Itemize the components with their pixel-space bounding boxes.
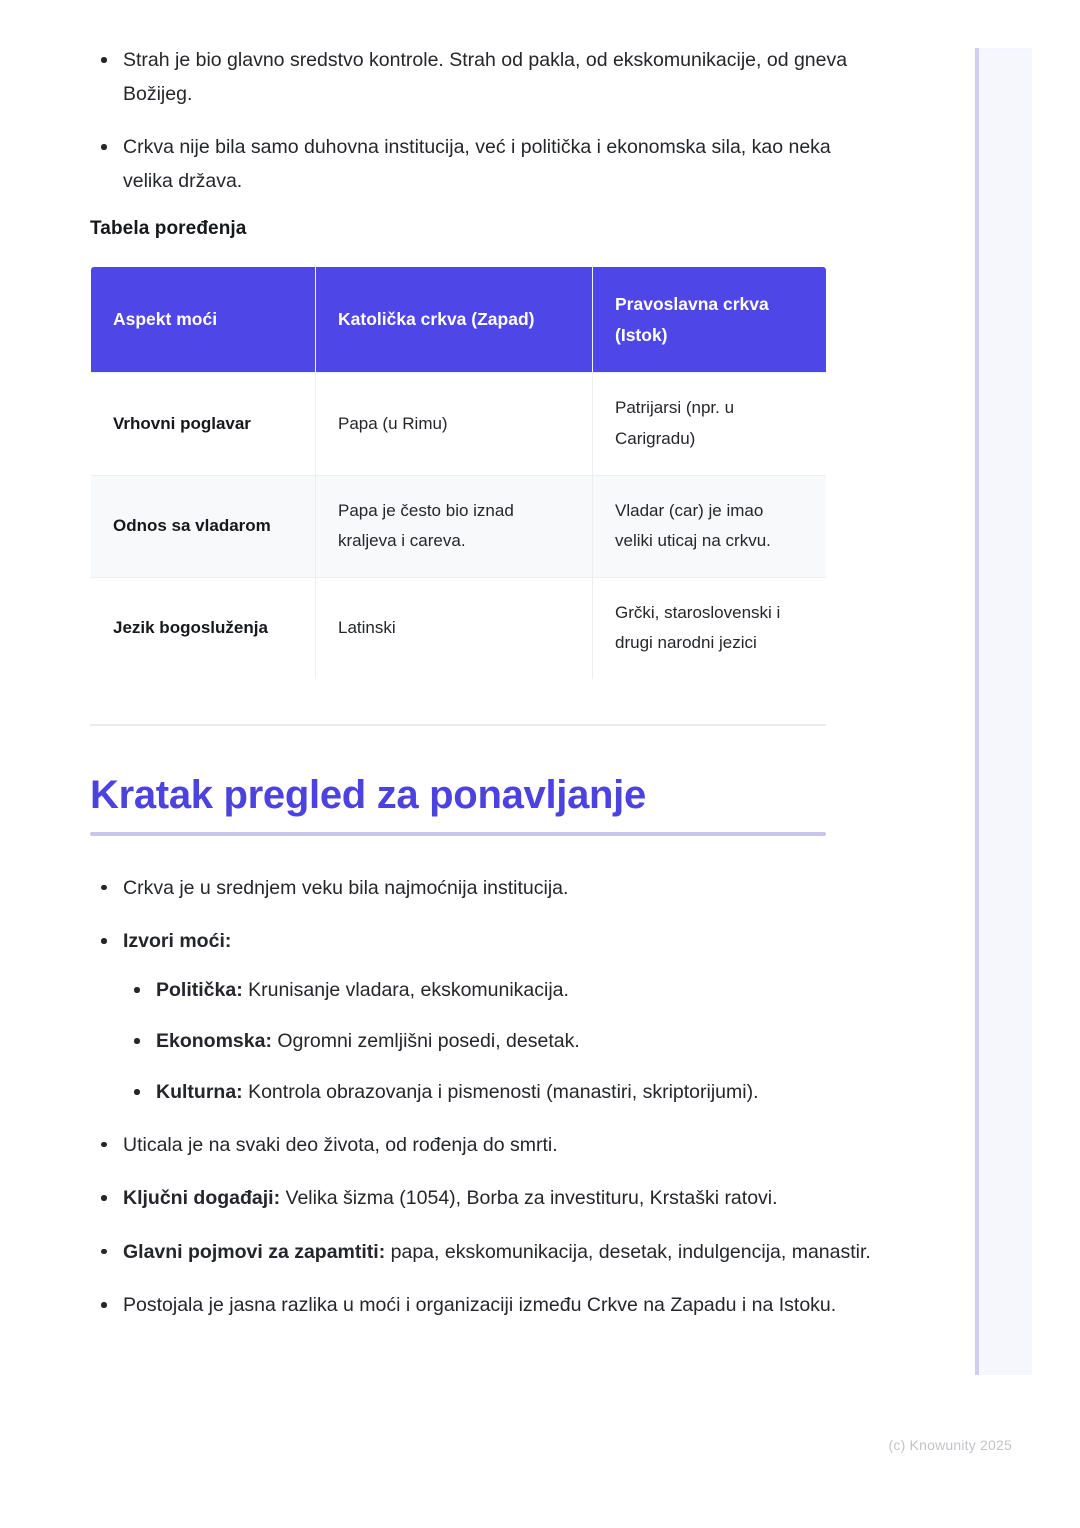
list-item	[90, 1129, 885, 1163]
table-cell-west: Papa je često bio iznad kraljeva i careva.	[316, 475, 593, 577]
review-bullet-text-1: Crkva je u srednjem veku bila najmoćnija institucija.	[123, 876, 569, 899]
list-item	[90, 1289, 885, 1323]
section-divider	[90, 724, 826, 726]
page-side-strip	[975, 48, 1032, 1375]
list-item	[90, 872, 885, 906]
table-cell-east: Grčki, staroslovenski i drugi narodni jezici	[593, 577, 827, 679]
heading-underline	[90, 832, 826, 836]
list-item	[123, 1077, 885, 1108]
intro-bullet-list	[90, 44, 885, 198]
review-bullet-text-3: Uticala je na svaki deo života, od rođenja do smrti.	[123, 1133, 558, 1156]
table-row	[91, 475, 827, 577]
review-bullet-text-events: Velika šizma (1054), Borba za investituru, Krstaški ratovi.	[280, 1187, 778, 1210]
list-item	[90, 1236, 885, 1270]
page-title: Kratak pregled za ponavljanje	[90, 772, 646, 817]
review-bullet-list	[90, 872, 885, 1323]
table-cell-aspect: Vrhovni poglavar	[91, 373, 316, 475]
list-item	[90, 44, 885, 111]
table-header-cell-aspect: Aspekt moći	[91, 267, 316, 373]
review-bullet-label-terms: Glavni pojmovi za zapamtiti:	[123, 1240, 386, 1263]
list-item	[90, 131, 885, 198]
sub-bullet-text-ekonomska: Ogromni zemljišni posedi, desetak.	[271, 1030, 580, 1053]
review-bullet-text-6: Postojala je jasna razlika u moći i organizaciji između Crkve na Zapadu i na Istoku.	[123, 1294, 837, 1317]
table-cell-east: Patrijarsi (npr. u Carigradu)	[593, 373, 827, 475]
sources-sub-list	[123, 975, 885, 1109]
sub-bullet-label-kulturna: Kulturna:	[156, 1081, 243, 1104]
intro-bullet-text-1: Strah je bio glavno sredstvo kontrole. Strah od pakla, od ekskomunikacije, od gneva Božijeg.	[123, 49, 848, 105]
list-item	[123, 975, 885, 1006]
table-cell-west: Papa (u Rimu)	[316, 373, 593, 475]
sub-bullet-label-politicka: Politička:	[156, 979, 243, 1001]
review-bullet-label-events: Ključni događaji:	[123, 1187, 281, 1210]
sub-bullet-text-kulturna: Kontrola obrazovanja i pismenosti (manastiri, skriptorijumi).	[242, 1081, 759, 1104]
table-cell-aspect: Jezik bogosluženja	[91, 577, 316, 679]
table-cell-west: Latinski	[316, 577, 593, 679]
table-header-row	[91, 267, 827, 373]
table-cell-east: Vladar (car) je imao veliki uticaj na crkvu.	[593, 475, 827, 577]
table-header-cell-east: Pravoslavna crkva (Istok)	[593, 267, 827, 373]
table-section-title: Tabela poređenja	[90, 218, 247, 240]
page-side-strip-inner	[982, 52, 1032, 1375]
review-bullet-label-sources: Izvori moći:	[123, 930, 232, 953]
sub-bullet-text-politicka: Krunisanje vladara, ekskomunikacija.	[242, 979, 569, 1001]
comparison-table	[90, 266, 827, 680]
table-row	[91, 577, 827, 679]
copyright-text: (c) Knowunity 2025	[888, 1437, 1012, 1453]
table-cell-aspect: Odnos sa vladarom	[91, 475, 316, 577]
table-header-cell-west: Katolička crkva (Zapad)	[316, 267, 593, 373]
list-item	[123, 1026, 885, 1057]
intro-bullet-text-2: Crkva nije bila samo duhovna institucija, već i politička i ekonomska sila, kao neka velika država.	[123, 136, 831, 192]
list-item	[90, 1182, 885, 1216]
table-row	[91, 373, 827, 475]
footer	[0, 1437, 1080, 1453]
list-item	[90, 925, 885, 1108]
review-bullet-text-terms: papa, ekskomunikacija, desetak, indulgencija, manastir.	[385, 1240, 871, 1263]
sub-bullet-label-ekonomska: Ekonomska:	[156, 1030, 272, 1053]
